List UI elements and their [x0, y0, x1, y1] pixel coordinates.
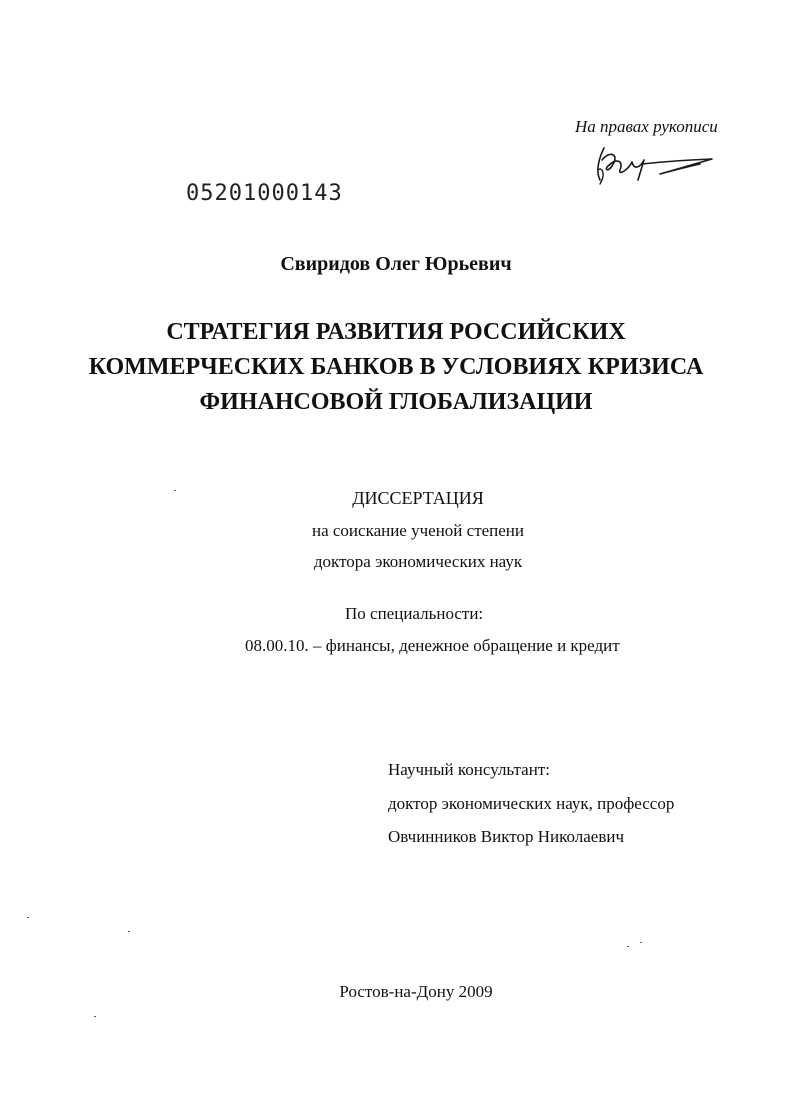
specialty-label: По специальности: [345, 604, 484, 623]
city-year: Ростов-на-Дону 2009 [339, 982, 493, 1001]
degree-line-1: на соискание ученой степени [311, 521, 525, 540]
title-line-2: КОММЕРЧЕСКИХ БАНКОВ В УСЛОВИЯХ КРИЗИСА [88, 354, 704, 380]
scan-speck [94, 1016, 96, 1017]
title-line-3: ФИНАНСОВОЙ ГЛОБАЛИЗАЦИИ [199, 389, 593, 415]
scan-speck [627, 946, 629, 947]
advisor-label: Научный консультант: [388, 760, 550, 779]
scan-speck [27, 917, 29, 918]
advisor-degree: доктор экономических наук, профессор [388, 794, 675, 813]
degree-line-2: доктора экономических наук [313, 552, 523, 571]
specialty-value: 08.00.10. – финансы, денежное обращение и кредит [245, 636, 620, 655]
scan-speck [128, 931, 130, 932]
work-type: ДИССЕРТАЦИЯ [352, 488, 484, 508]
scan-speck [640, 942, 642, 943]
author-name: Свиридов Олег Юрьевич [280, 253, 512, 275]
title-line-1: СТРАТЕГИЯ РАЗВИТИЯ РОССИЙСКИХ [166, 319, 626, 345]
handwritten-signature [590, 140, 720, 190]
catalog-number: 05201000143 [186, 181, 343, 206]
scan-speck [174, 490, 176, 491]
advisor-name: Овчинников Виктор Николаевич [388, 827, 624, 846]
rights-notice: На правах рукописи [575, 117, 718, 136]
